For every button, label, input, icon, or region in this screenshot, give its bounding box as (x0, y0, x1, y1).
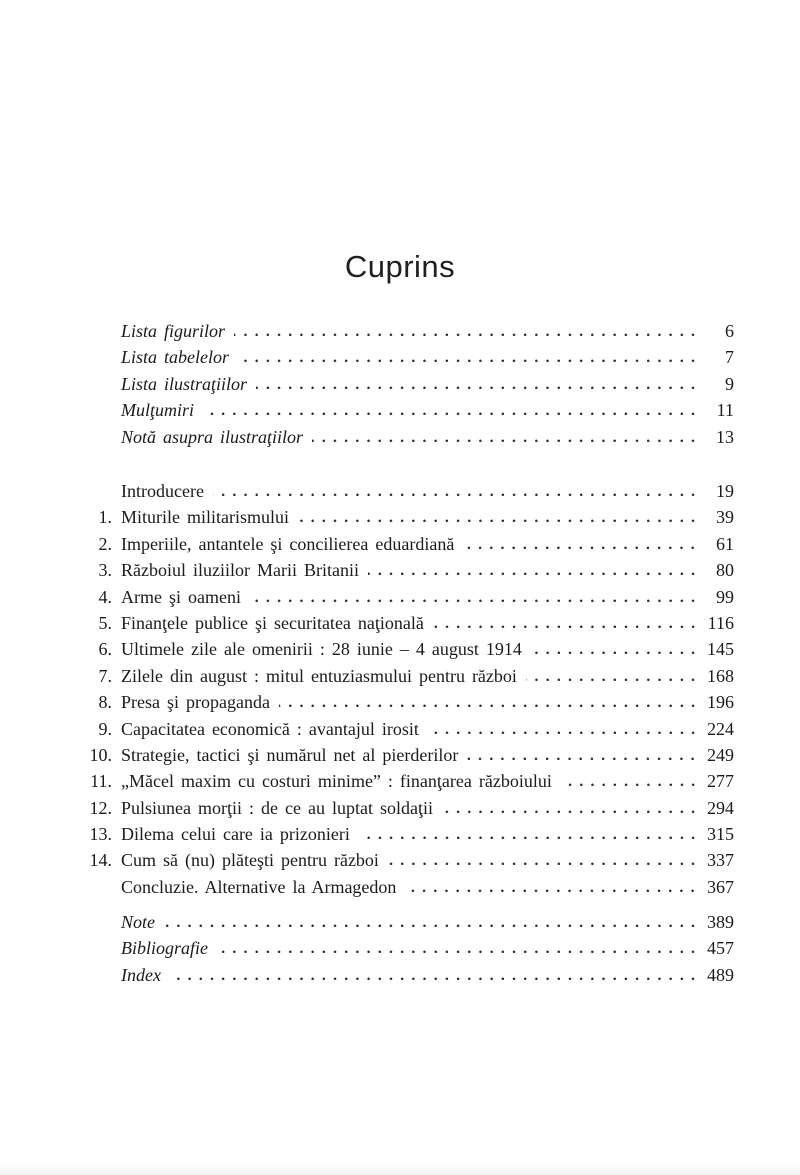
toc-entry (86, 666, 734, 692)
dot-leader (388, 862, 702, 866)
toc-entry (86, 347, 734, 373)
toc-entry (86, 639, 734, 665)
toc-entry (86, 427, 734, 453)
entry-title: Ultimele zile ale omenirii : 28 iunie – 4 august 1914 (121, 639, 522, 660)
entry-title: „Măcel maxim cu costuri minime” : finanţarea războiului (121, 771, 552, 792)
entry-page-number: 9 (725, 373, 734, 394)
dot-leader (238, 359, 702, 363)
entry-number: 10. (89, 744, 112, 765)
entry-number: 7. (98, 665, 112, 686)
dot-leader (234, 333, 702, 337)
dot-leader (312, 439, 702, 443)
entry-title: Miturile militarismului (121, 507, 289, 528)
entry-number: 2. (98, 533, 112, 554)
entry-title: Dilema celui care ia prizonieri (121, 824, 350, 845)
chapter-list (86, 481, 734, 903)
toc-entry (86, 719, 734, 745)
entry-number: 8. (98, 692, 112, 713)
dot-leader (561, 783, 702, 787)
entry-title: Pulsiunea morţii : de ce au luptat soldaţii (121, 797, 433, 818)
dot-leader (405, 889, 702, 893)
entry-page-number: 224 (707, 718, 734, 739)
toc-entry (86, 321, 734, 347)
toc-entry (86, 507, 734, 533)
toc-entry (86, 560, 734, 586)
entry-page-number: 13 (716, 426, 734, 447)
entry-page-number: 11 (716, 400, 734, 421)
toc-entry (86, 745, 734, 771)
entry-title: Zilele din august : mitul entuziasmului pentru război (121, 665, 517, 686)
entry-title: Arme şi oameni (121, 586, 241, 607)
entry-page-number: 7 (725, 347, 734, 368)
entry-number: 13. (89, 824, 112, 845)
entry-title: Mulţumiri (121, 400, 195, 421)
entry-title: Bibliografie (121, 938, 208, 959)
toc-entry (86, 374, 734, 400)
entry-page-number: 168 (707, 665, 734, 686)
entry-title: Lista tabelelor (121, 347, 230, 368)
entry-title: Finanţele publice şi securitatea naţională (121, 612, 424, 633)
dot-leader (164, 924, 702, 928)
dot-leader (279, 704, 702, 708)
toc-entry (86, 587, 734, 613)
entry-number: 11. (90, 771, 112, 792)
toc-entry (86, 613, 734, 639)
back-matter-list (86, 912, 734, 991)
entry-page-number: 99 (716, 586, 734, 607)
entry-page-number: 277 (707, 771, 734, 792)
toc-entry (86, 771, 734, 797)
entry-page-number: 6 (725, 321, 734, 341)
entry-page-number: 145 (707, 639, 734, 660)
entry-number: 6. (98, 639, 112, 660)
dot-leader (256, 386, 702, 390)
dot-leader (359, 836, 702, 840)
entry-page-number: 294 (707, 797, 734, 818)
dot-leader (428, 731, 702, 735)
entry-number: 1. (98, 507, 112, 528)
entry-title: Imperiile, antantele şi concilierea eduardiană (121, 533, 455, 554)
entry-page-number: 457 (707, 938, 734, 959)
entry-page-number: 337 (707, 850, 734, 871)
entry-page-number: 315 (707, 824, 734, 845)
entry-page-number: 19 (716, 481, 734, 501)
entry-number: 12. (89, 797, 112, 818)
dot-leader (463, 546, 702, 550)
dot-leader (298, 519, 702, 523)
entry-page-number: 367 (707, 876, 734, 897)
toc-entry (86, 481, 734, 507)
entry-title: Capacitatea economică : avantajul irosit (121, 718, 419, 739)
toc-entry (86, 850, 734, 876)
toc-entry (86, 912, 734, 938)
page-title: Cuprins (344, 248, 456, 284)
toc-entry (86, 965, 734, 991)
scan-edge-shadow (0, 1163, 800, 1175)
entry-page-number: 39 (716, 507, 734, 528)
dot-leader (213, 493, 702, 497)
entry-number: 3. (98, 560, 112, 581)
toc-entry (86, 400, 734, 426)
dot-leader (433, 625, 702, 629)
entry-page-number: 196 (707, 692, 734, 713)
entry-number: 14. (89, 850, 112, 871)
entry-page-number: 116 (707, 612, 734, 633)
dot-leader (203, 412, 702, 416)
entry-page-number: 80 (716, 560, 734, 581)
dot-leader (368, 572, 702, 576)
dot-leader (442, 810, 702, 814)
dot-leader (531, 651, 702, 655)
entry-page-number: 489 (707, 964, 734, 985)
entry-title: Introducere (121, 481, 204, 501)
entry-page-number: 61 (716, 533, 734, 554)
dot-leader (250, 599, 702, 603)
entry-title: Index (121, 964, 161, 985)
toc-entry (86, 938, 734, 964)
entry-title: Războiul iluziilor Marii Britanii (121, 560, 359, 581)
dot-leader (170, 977, 702, 981)
entry-title: Cum să (nu) plăteşti pentru război (121, 850, 379, 871)
dot-leader (467, 757, 702, 761)
front-matter-list (86, 321, 734, 453)
entry-page-number: 249 (707, 744, 734, 765)
dot-leader (526, 678, 702, 682)
entry-title: Note (121, 912, 155, 932)
toc-entry (86, 692, 734, 718)
entry-number: 4. (98, 586, 112, 607)
entry-title: Strategie, tactici şi numărul net al pierderilor (121, 744, 459, 765)
toc-entry (86, 798, 734, 824)
entry-title: Lista ilustraţiilor (121, 373, 248, 394)
toc-entry (86, 824, 734, 850)
entry-title: Notă asupra ilustraţiilor (121, 426, 304, 447)
entry-number: 9. (98, 718, 112, 739)
entry-title: Lista figurilor (121, 321, 226, 341)
dot-leader (217, 950, 702, 954)
toc-entry (86, 534, 734, 560)
entry-title: Concluzie. Alternative la Armagedon (121, 876, 397, 897)
entry-title: Presa şi propaganda (121, 692, 270, 713)
toc-entry (86, 877, 734, 903)
entry-number: 5. (98, 612, 112, 633)
entry-page-number: 389 (707, 912, 734, 932)
